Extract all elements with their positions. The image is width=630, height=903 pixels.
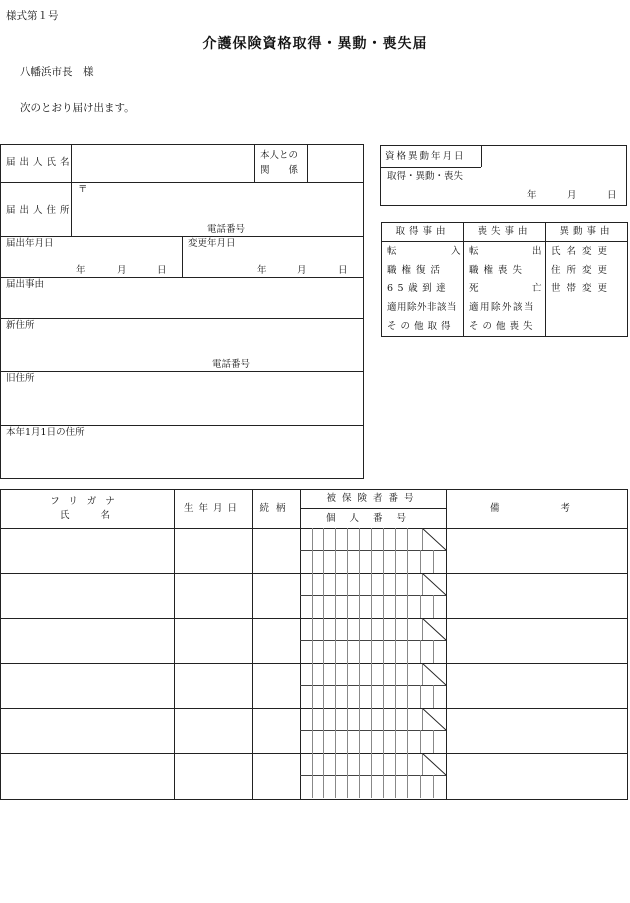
birth-cell[interactable] [175,574,252,617]
change-day: 日 [338,265,348,276]
status-change-sub: 取得・異動・喪失 [387,171,464,182]
furigana-header: フリガナ [50,496,124,507]
new-address-phone-label: 電話番号 [212,359,251,370]
loss-item[interactable]: 適用除外該当 [469,302,536,313]
birth-cell[interactable] [175,529,252,572]
old-address-field[interactable] [1,386,363,424]
name-cell[interactable] [1,709,174,752]
insured-no-cell[interactable] [301,664,422,685]
insured-no-cell[interactable] [301,619,422,640]
loss-item[interactable]: 転 [469,246,479,257]
personal-no-header: 個人番号 [325,513,420,524]
notify-day: 日 [157,265,167,276]
status-day: 日 [607,190,617,201]
postal-mark: 〒 [78,184,88,195]
birth-cell[interactable] [175,754,252,797]
change-item[interactable]: 世帯変更 [551,283,614,294]
remarks-cell[interactable] [447,709,627,752]
status-month: 月 [567,190,577,201]
birth-cell[interactable] [175,709,252,752]
birth-cell[interactable] [175,619,252,662]
name-cell[interactable] [1,754,174,797]
remarks-cell[interactable] [447,754,627,797]
relation-cell[interactable] [253,754,300,797]
notifier-address-label: 届出人住所 [6,205,74,216]
relation-label-2: 関 係 [260,165,299,176]
notifier-name-field[interactable] [72,145,254,182]
personal-no-cell[interactable] [301,551,446,572]
acquire-item[interactable]: 職権復活 [387,265,446,276]
form-title: 介護保険資格取得・異動・喪失届 [202,36,428,52]
loss-item[interactable]: その他喪失 [469,321,537,332]
insured-no-cell[interactable] [301,529,422,550]
insured-no-header: 被保険者番号 [326,493,420,504]
relation-field[interactable] [308,145,363,182]
personal-no-cell[interactable] [301,686,446,707]
change-month: 月 [297,265,307,276]
new-address-field[interactable] [1,333,363,370]
name-cell[interactable] [1,574,174,617]
remarks-header: 備 考 [489,503,584,514]
relation-label-1: 本人との [260,150,299,161]
relation-cell[interactable] [253,619,300,662]
change-date-label: 変更年月日 [188,238,236,249]
intro-text: 次のとおり届け出ます。 [20,102,135,114]
change-header: 異動事由 [559,226,614,237]
remarks-cell[interactable] [447,529,627,572]
acquire-header: 取得事由 [395,226,450,237]
old-address-label: 旧住所 [6,373,35,384]
form-number: 様式第１号 [6,10,59,22]
relation-cell[interactable] [253,709,300,752]
loss-item[interactable]: 出 [532,246,542,257]
change-item[interactable]: 氏名変更 [551,246,614,257]
status-year: 年 [527,190,537,201]
insured-no-cell[interactable] [301,754,422,775]
jan1-address-label: 本年1月1日の住所 [6,427,85,438]
birth-header: 生年月日 [183,503,242,514]
birth-cell[interactable] [175,664,252,707]
personal-no-cell[interactable] [301,776,446,797]
name-cell[interactable] [1,529,174,572]
remarks-cell[interactable] [447,619,627,662]
change-year: 年 [257,265,267,276]
name-cell[interactable] [1,664,174,707]
reasons-table [381,222,628,337]
reason-field[interactable] [1,292,363,317]
notify-year: 年 [76,265,86,276]
acquire-item[interactable]: 転 [387,246,397,257]
status-change-header: 資格異動年月日 [385,151,466,162]
notifier-phone-label: 電話番号 [207,224,246,235]
relation-cell[interactable] [253,574,300,617]
notify-date-label: 届出年月日 [6,238,54,249]
loss-item[interactable]: 職権喪失 [469,265,528,276]
change-item[interactable]: 住所変更 [551,265,614,276]
notifier-name-label: 届出人氏名 [6,157,74,168]
name-cell[interactable] [1,619,174,662]
jan1-address-field[interactable] [1,440,363,478]
acquire-item[interactable]: その他取得 [387,321,455,332]
addressee: 八幡浜市長 様 [20,66,94,78]
name-header: 氏 名 [59,510,114,521]
insured-no-cell[interactable] [301,574,422,595]
loss-item[interactable]: 亡 [532,283,542,294]
insured-no-cell[interactable] [301,709,422,730]
remarks-cell[interactable] [447,574,627,617]
loss-item[interactable]: 死 [469,283,479,294]
notify-month: 月 [117,265,127,276]
personal-no-cell[interactable] [301,641,446,662]
relation-cell[interactable] [253,529,300,572]
personal-no-cell[interactable] [301,731,446,752]
relation-cell[interactable] [253,664,300,707]
new-address-label: 新住所 [6,320,35,331]
acquire-item[interactable]: 65歳到達 [387,283,451,294]
loss-header: 喪失事由 [477,226,532,237]
reason-label: 届出事由 [6,279,45,290]
relation-header: 続柄 [259,503,293,514]
remarks-cell[interactable] [447,664,627,707]
acquire-item[interactable]: 入 [451,246,461,257]
personal-no-cell[interactable] [301,596,446,617]
acquire-item[interactable]: 適用除外非該当 [387,302,458,313]
